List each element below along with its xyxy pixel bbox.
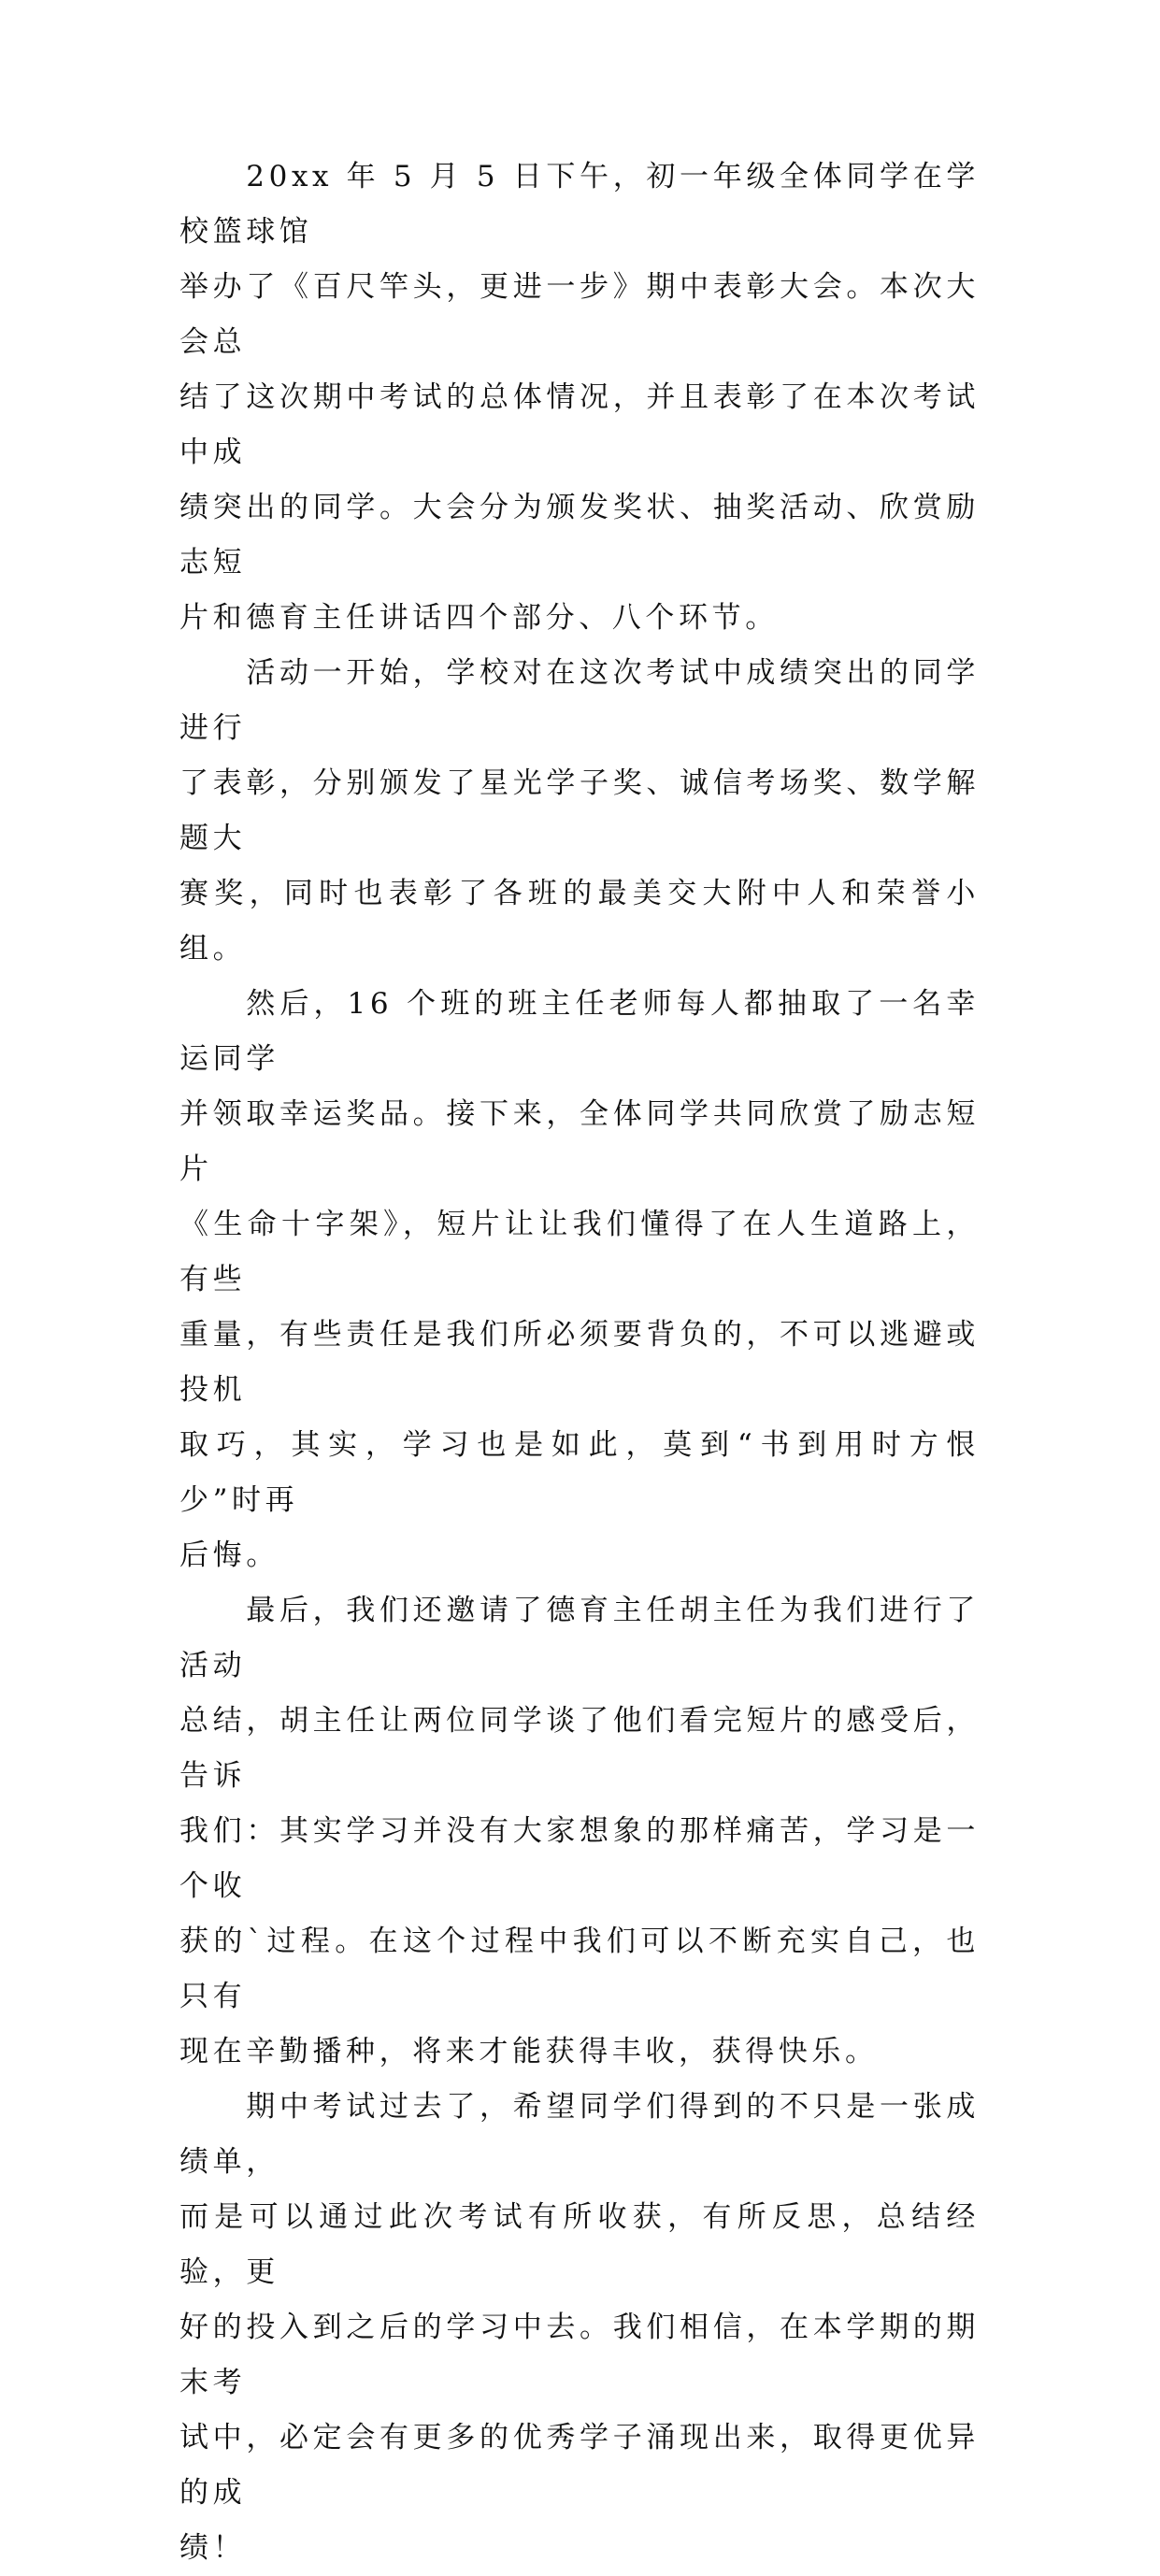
paragraph-5: 期中考试过去了，希望同学们得到的不只是一张成绩单， 而是可以通过此次考试有所收获，有所反思，总结经验，更 好的投入到之后的学习中去。我们相信，在本学期的期末考 试中，必定会有更多的优秀学子涌现出来，取得更优异的成 绩！: [179, 2090, 980, 2565]
paragraph-2: 活动一开始，学校对在这次考试中成绩突出的同学进行 了表彰，分别颁发了星光学子奖、诚信考场奖、数学解题大 赛奖，同时也表彰了各班的最美交大附中人和荣誉小组。: [179, 656, 980, 966]
document-body: [179, 150, 980, 2576]
paragraph-4: 最后，我们还邀请了德育主任胡主任为我们进行了活动 总结，胡主任让两位同学谈了他们看完短片的感受后，告诉 我们：其实学习并没有大家想象的那样痛苦，学习是一个收 获的`过程。在这个过程中我们可以不断充实自己，也只有 现在辛勤播种，将来才能获得丰收，获得快乐。: [179, 1594, 980, 2068]
paragraph-3: 然后，16 个班的班主任老师每人都抽取了一名幸运同学 并领取幸运奖品。接下来，全体同学共同欣赏了励志短片 《生命十字架》，短片让让我们懂得了在人生道路上，有些 重量，有些责任是我们所必须要背负的，不可以逃避或投机 取巧，其实，学习也是如此，莫到“书到用时方恨少”时再 后悔。: [179, 987, 980, 1572]
paragraph-1: 20xx 年 5 月 5 日下午，初一年级全体同学在学校篮球馆 举办了《百尺竿头，更进一步》期中表彰大会。本次大会总 结了这次期中考试的总体情况，并且表彰了在本次考试中成 绩突出的同学。大会分为颁发奖状、抽奖活动、欣赏励志短 片和德育主任讲话四个部分、八个环节。: [179, 160, 980, 635]
